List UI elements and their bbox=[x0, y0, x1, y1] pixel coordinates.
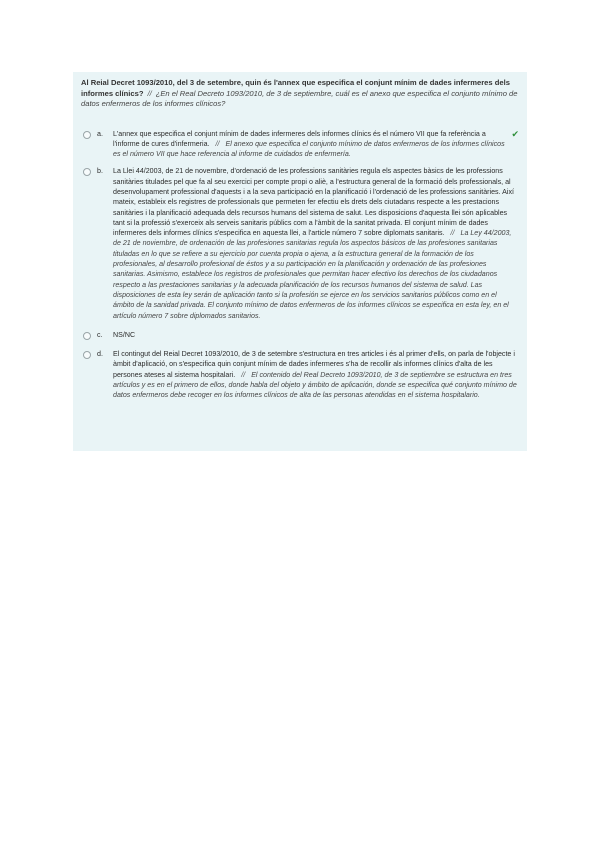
option-b-text bbox=[113, 166, 519, 320]
option-d-text-catalan: El contingut del Reial Decret 1093/2010, de 3 de setembre s'estructura en tres articles i és al primer d'ells, on parla de l'objecte i àmbit d'aplicació, on s'especifica quin conjunt mínim de dades infermeres s'ha de recollir als informes clínics d'alta de les persones ateses al sistema hospitalari. bbox=[113, 350, 515, 379]
checkmark-icon: ✔ bbox=[511, 128, 519, 139]
question-text-spanish: ¿En el Real Decreto 1093/2010, de 3 de septiembre, cuál es el anexo que especifica el conjunto mínimo de datos enfermeros de los informes clínicos? bbox=[81, 88, 518, 108]
option-c-radio[interactable] bbox=[83, 332, 91, 340]
option-b-radio[interactable] bbox=[83, 168, 91, 176]
option-d-separator: // bbox=[241, 370, 246, 379]
option-d-radio[interactable] bbox=[83, 351, 91, 359]
option-b-letter: b. bbox=[97, 167, 103, 176]
option-d-text bbox=[113, 349, 519, 400]
answer-option-d[interactable] bbox=[81, 349, 519, 400]
option-a-radio[interactable] bbox=[83, 131, 91, 139]
option-d-text-spanish: El contenido del Real Decreto 1093/2010, de 3 de septiembre se estructura en tres artículos y es en el primero de ellos, donde habla del objeto y ámbito de aplicación, donde se especifica qué conjunto mínimo de datos enfermeros debe recoger en los informes clínicos de alta de las personas atendidas en el sistema hospitalario. bbox=[113, 370, 517, 400]
option-b-separator: // bbox=[450, 229, 455, 238]
option-a-text-spanish: El anexo que especifica el conjunto mínimo de datos enfermeros de los informes clínicos es el número VII que hace referencia al informe de cuidados de enfermería. bbox=[113, 139, 505, 159]
question-card bbox=[73, 72, 527, 451]
answer-option-c[interactable] bbox=[81, 330, 519, 340]
option-c-text-catalan: NS/NC bbox=[113, 330, 136, 339]
option-c-letter: c. bbox=[97, 330, 103, 339]
option-c-text bbox=[113, 330, 519, 340]
question-text bbox=[81, 78, 519, 110]
option-b-text-spanish: La Ley 44/2003, de 21 de noviembre, de ordenación de las profesiones sanitarias regula los aspectos básicos de las profesiones sanitarias tituladas en lo que se refiere a su ejercicio por cuenta propia o ajena, a la estructura general de la formación de los profesionales, al desarrollo profesional de éstos y a su participación en la planificación y ordenación de las profesiones sanitarias. Asimismo, establece los registros de profesionales que permitan hacer efectivo los derechos de los ciudadanos respecto a las prestaciones sanitarias y la adecuada planificación de los recursos humanos del sistema de salud. Las disposiciones de esta ley serán de aplicación tanto si la profesión se ejerce en los servicios sanitarios públicos como en el ámbito de la sanidad privada. El conjunto mínimo de datos enfermeros de los informes clínicos se especifica en esta ley, en el artículo número 7 sobre diplomados sanitarios. bbox=[113, 229, 512, 320]
option-a-separator: // bbox=[215, 139, 220, 148]
option-a-text-catalan: L'annex que especifica el conjunt mínim de dades infermeres dels informes clínics és el número VII que fa referència a l'informe de cures d'infermeria. bbox=[113, 129, 486, 148]
answer-option-b[interactable] bbox=[81, 166, 519, 320]
question-separator: // bbox=[147, 88, 152, 98]
question-text-catalan: Al Reial Decret 1093/2010, del 3 de setembre, quin és l'annex que especifica el conjunt mínim de dades infermeres dels informes clínics? bbox=[81, 78, 510, 98]
option-a-letter: a. bbox=[97, 129, 103, 138]
answer-option-a[interactable] bbox=[81, 129, 519, 160]
option-b-text-catalan: La Llei 44/2003, de 21 de novembre, d'ordenació de les professions sanitàries regula els aspectes bàsics de les professions sanitàries titulades pel que fa al seu exercici per compte propi o aliè, a l'estructura general de la formació dels professionals, al desenvolupament professional d'aquests i a la seva participació en la planificació i l'ordenació de les professions sanitàries. Així mateix, estableix els registres de professionals que permeten fer efectiu els drets dels ciutadans respecte a les prestacions sanitàries i la planificació adequada dels recursos humans del sistema de salut. Les disposicions d'aquesta llei són aplicables tant si la professió s'exerceix als serveis sanitaris públics com a l'àmbit de la sanitat privada. El conjunt mínim de dades infermeres dels informes clínics s'especifica en aquesta llei, a l'article número 7 sobre diplomats sanitaris. bbox=[113, 167, 514, 238]
option-d-letter: d. bbox=[97, 350, 103, 359]
option-a-text bbox=[113, 129, 507, 160]
